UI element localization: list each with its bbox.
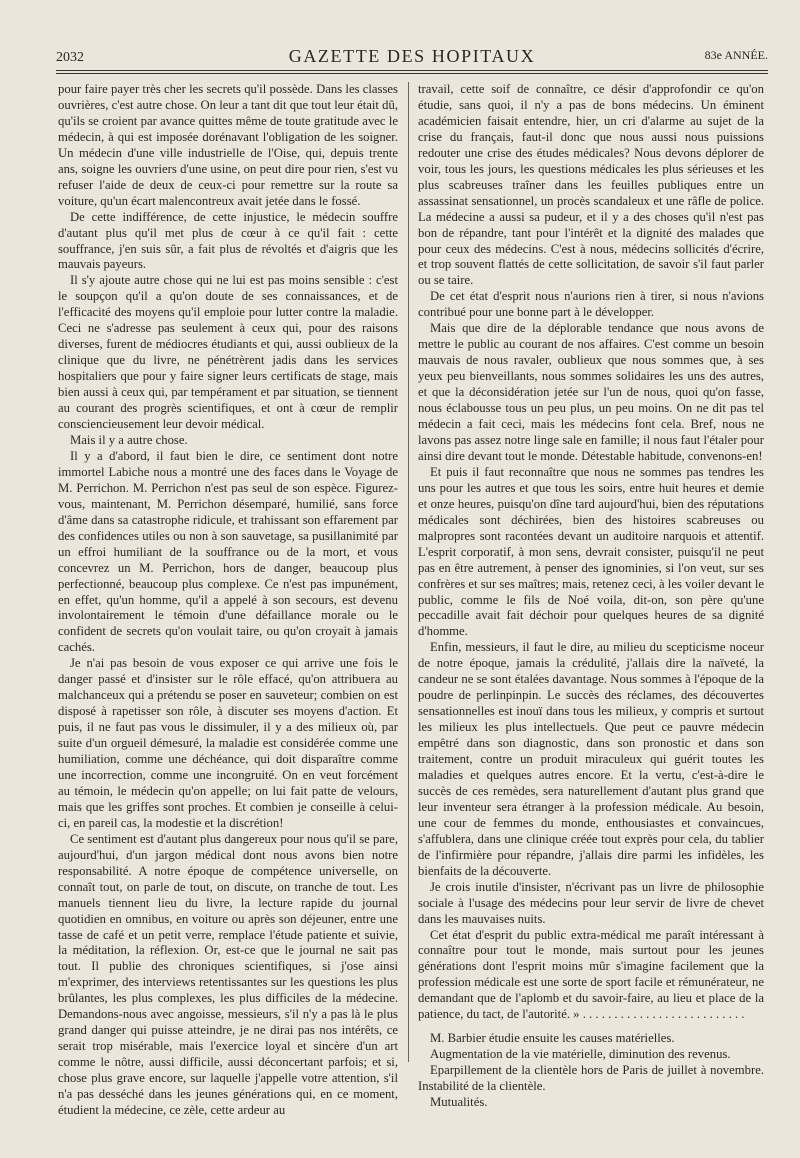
paragraph: Cet état d'esprit du public extra-médical me paraît intéressant à connaître pour tout le monde, mais surtout pour les jeunes générations dont l'esprit moins mûr s'imagine facilement que la profession médicale est une sorte de sport facile et rémunérateur, ne demandant que de l'aplomb et du savoir-faire, au lieu et place de la patience, du tact, de l'autorité. » . . . . . . . . . . . . . . . . . . . . . . . . . . [418,927,764,1022]
paragraph: De cet état d'esprit nous n'aurions rien à tirer, si nous n'avions contribué pour une bonne part à le développer. [418,289,764,320]
paragraph: Je n'ai pas besoin de vous exposer ce qui arrive une fois le danger passé et d'insister sur le rôle effacé, qu'on attribuera au malchanceux qui a prétendu se poser en sauveteur; combien on est disposé à rapetisser son rôle, à discuter ses moyens d'action. Et puis, il ne faut pas vous le dissimuler, il y a des milieux où, par suite d'un orgueil démesuré, la maladie est considérée comme une humiliation, comme une déchéance, qui doit disparaître comme une incorrection, comme une incongruité. On en veut forcément au témoin, le médecin qu'on appelle; on lui fait patte de velours, mais que les griffes sont proches. Et combien je conseille à celui-ci, en pareil cas, la modestie et la discrétion! [58,656,398,830]
paragraph: Mais que dire de la déplorable tendance que nous avons de mettre le public au courant de nos affaires. C'est comme un besoin mauvais de nous ravaler, oublieux que nous sommes que, à ses yeux peu bienveillants, nous sommes solidaires les uns des autres, et que la déconsidération jetée sur l'un de nous, quoi qu'on fasse, nous éclabousse tous un peu plus, un peu moins. On ne dit pas tel médecin a fait ceci, mais les médecins font cela. Bref, nous ne lavons pas assez notre linge sale en famille; il nous faut l'étaler pour ainsi dire devant tout le monde. Détestable habitude, convenons-en! [418,321,764,463]
right-column [418,82,764,1111]
paragraph: pour faire payer très cher les secrets qu'il possède. Dans les classes ouvrières, c'est autre chose. On leur a tant dit que tout leur était dû, qu'ils se croient par avance quittes même de toute gratitude avec le médecin, à qui est imposée dorénavant l'obligation de les soigner. Un médecin d'une ville industrielle de l'Oise, qui, depuis trente ans, soigne les ouvriers d'une usine, on peut dire pour rien, s'est vu refuser l'aide de deux de ceux-ci pour remettre sur la route sa voiture, qu'un écart malencontreux avait jetée dans le fossé. [58,82,398,208]
paragraph: Et puis il faut reconnaître que nous ne sommes pas tendres les uns pour les autres et que tous les soirs, entre huit heures et demie et onze heures, puisqu'on dîne tard aujourd'hui, bien des réputations médicales sont déchirées, bien des histoires scabreuses ou malpropres sont racontées devant un auditoire narquois et attentif. L'esprit corporatif, à mon sens, devrait consister, puisqu'il ne peut pas en être autrement, à penser des ignominies, si l'on veut, sur ses confrères et sur ses maîtres; mais, retenez ceci, à les voiler devant le public, comme le fils de Noé voila, dit-on, son père qu'une peccadille avait fait déchoir pour quelques heures de sa dignité d'homme. [418,464,764,639]
paragraph: Enfin, messieurs, il faut le dire, au milieu du scepticisme noceur de notre époque, jamais la crédulité, j'allais dire la naïveté, la candeur ne se sont étalées davantage. Nous sommes à l'époque de la poudre de perlinpinpin. Le succès des réclames, des découvertes sensationnelles est inouï dans tous les milieux, y compris et surtout les milieux les plus intellectuels. Que peut ce pauvre médecin empêtré dans son diagnostic, dans son pronostic et dans son traitement, contre un produit miraculeux qui guérit toutes les maladies et quelques autres encore. Et la vertu, c'est-à-dire le succès de ces remèdes, sera naturellement d'autant plus grand que leur inventeur sera étranger à la profession médicale. Au besoin, une cour de femmes du monde, enthousiastes et convaincues, s'affublera, dans une clinique créée tout exprès pour cela, du tablier de l'infirmière pour répandre, j'allais dire parmi les infidèles, les bienfaits de la découverte. [418,640,764,878]
summary-item: Augmentation de la vie matérielle, diminution des revenus. [430,1047,731,1062]
column-divider [408,82,409,1062]
year-label: 83e ANNÉE. [704,48,768,62]
journal-title: GAZETTE DES HOPITAUX [288,46,536,66]
summary-item: M. Barbier étudie ensuite les causes matérielles. [430,1031,675,1046]
left-column [58,82,398,1119]
paragraph: De cette indifférence, de cette injustice, le médecin souffre d'autant plus qu'il met plus de cœur à ce qu'il fait : cette souffrance, j'en suis sûr, a fait plus de révoltés et d'aigris que les mauvais payeurs. [58,209,398,272]
paragraph: Mais il y a autre chose. [70,432,188,447]
summary-item: Mutualités. [430,1095,488,1110]
header-rule [56,70,768,74]
paragraph: Il s'y ajoute autre chose qui ne lui est pas moins sensible : c'est le soupçon qu'il a qu'on doute de ses connaissances, et de l'efficacité des moyens qu'il emploie pour lutter contre la maladie. Ceci ne s'adresse pas seulement à ceux qui, pour des raisons diverses, furent de médiocres étudiants et qui, aussi oublieux de la clinique que du livre, ne pénétrèrent jadis dans les services hospitaliers que pour y faire signer leurs certificats de stage, mais bien aussi à ceux qui, par tempérament et par situation, se tiennent au courant des progrès scientifiques, et ont à cœur de remplir consciencieusement leur devoir médical. [58,273,398,432]
paragraph: travail, cette soif de connaître, ce désir d'approfondir ce qu'on étudie, sans quoi, il n'y a pas de bons médecins. Un éminent académicien faisait entendre, hier, un cri d'alarme au sujet de la crise du français, faut-il donc que nous aussi nous puissions redouter une crise des études médicales? Nous devons déplorer de voir, tous les jours, les questions médicales les plus sérieuses et les plus scabreuses traîner dans les feuilles publiques entre un assassinat sensationnel, un procès scandaleux et une râfle de police. La médecine a aussi sa pudeur, et il y a des choses qu'il n'est pas bon de répandre, tant pour l'intérêt et la dignité des malades que pour ceux des médecins. C'est à nous, médecins sollicités d'écrire, et trop souvent flattés de cette sollicitation, de savoir s'il faut parler ou se taire. [418,82,764,288]
paragraph: Je crois inutile d'insister, n'écrivant pas un livre de philosophie sociale à l'usage des médecins pour leur servir de livre de chevet dans les mauvaises nuits. [418,879,764,926]
page-number: 2032 [56,50,84,65]
paragraph: Ce sentiment est d'autant plus dangereux pour nous qu'il se pare, aujourd'hui, d'un jargon médical dont nous avons bien notre responsabilité. A notre époque de compétence universelle, on connaît tout, on parle de tout, on discute, on tranche de tout. Les manuels tiennent lieu du livre, la lecture rapide du journal quotidien en omnibus, en voiture ou après son déjeuner, entre une tasse de café et un petit verre, remplace l'étude patiente et suivie, la méditation, la réflexion. Or, est-ce que le journal ne sait pas tout. Il publie des chroniques scientifiques, si j'ose ainsi m'exprimer, des interviews retentissantes sur les questions les plus brûlantes, les plus complexes, les plus difficiles de la médecine. Demandons-nous avec angoisse, messieurs, s'il n'y a pas là le plus grand danger qui puisse atteindre, je ne dirai pas nos intérêts, ce serait trop misérable, mais l'exercice loyal et sincère d'un art comme le nôtre, aussi difficile, aussi déconcertant parfois; et si, chose plus grave encore, sur laquelle j'appelle votre attention, s'il n'a pas desséché dans les jeunes générations qui, en ce moment, étudient la médecine, ce zèle, cette ardeur au [58,831,398,1117]
paragraph: Il y a d'abord, il faut bien le dire, ce sentiment dont notre immortel Labiche nous a montré une des faces dans le Voyage de M. Perrichon. M. Perrichon n'est pas seul de son espèce. Figurez-vous, maintenant, M. Perrichon désemparé, humilié, sans force d'âme dans sa catastrophe ridicule, et trahissant son effarement par des confidences utiles ou non à son sauvetage, sa pusillanimité par un effroi humiliant de la souffrance ou de la mort, et vous concevrez un M. Perrichon, hors de danger, beaucoup plus perfectionné, beaucoup plus complexe. Ce n'est pas impunément, en effet, qu'un homme, qu'il a appelé à son secours, est devenu involontairement le témoin d'une défaillance morale ou le confident de secrets qu'on voulait taire, ou qu'on croyait à jamais cachés. [58,448,398,655]
summary-item: Eparpillement de la clientèle hors de Paris de juillet à novembre. Instabilité de la clientèle. [418,1063,764,1094]
page-header [56,46,768,68]
